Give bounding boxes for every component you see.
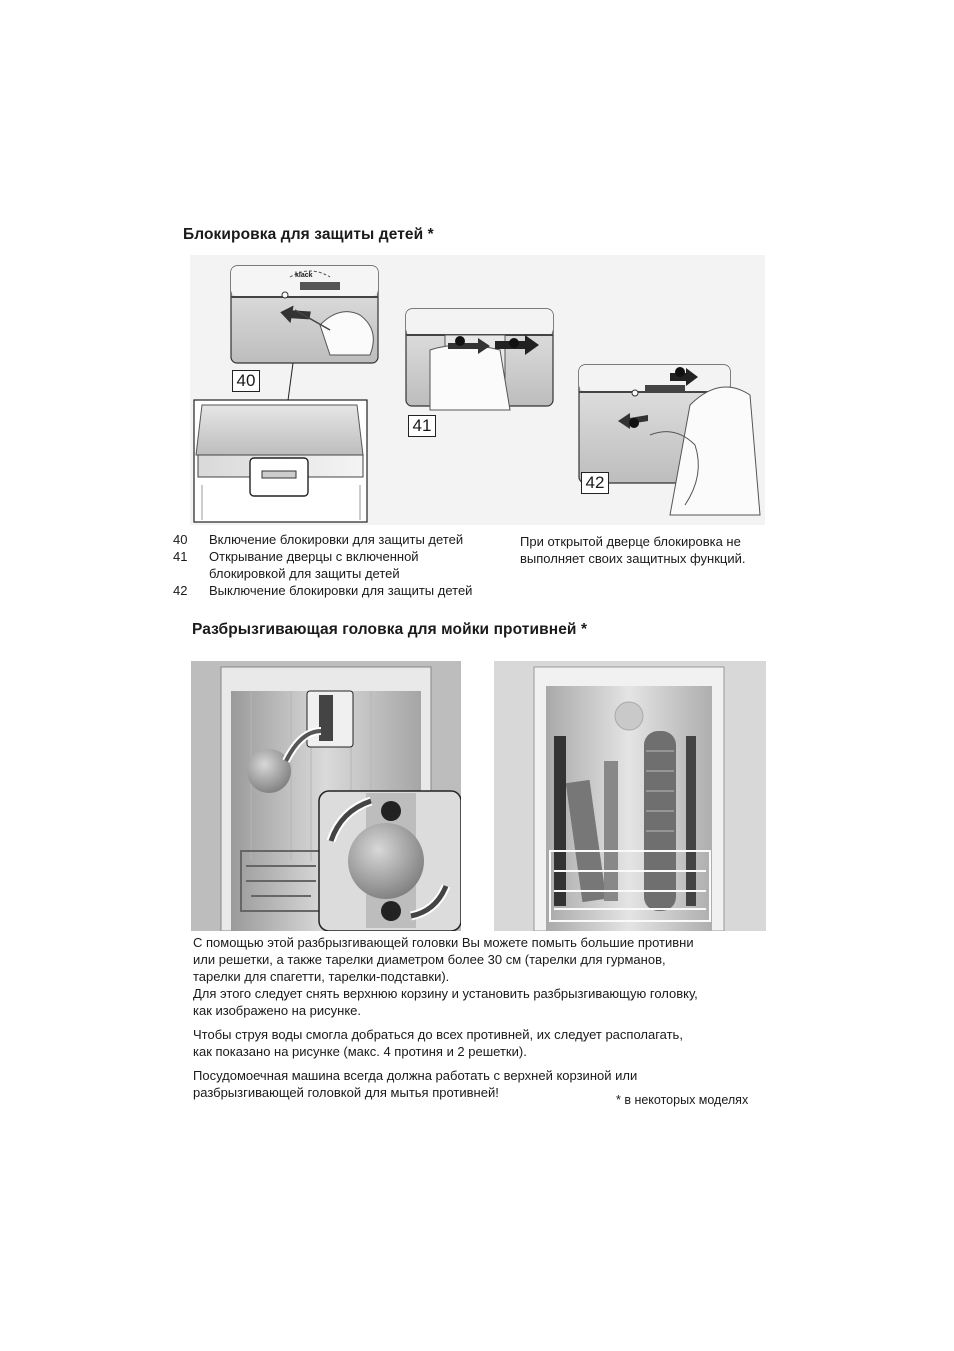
caption-list <box>173 531 513 599</box>
figure-label-41: 41 <box>408 415 436 437</box>
spray-head-description <box>193 934 773 1101</box>
spray-head-install-photo <box>191 661 461 931</box>
caption-text: блокировкой для защиты детей <box>209 566 400 581</box>
note-line: выполняет своих защитных функций. <box>520 551 746 566</box>
spray-head-install-svg <box>191 661 461 931</box>
caption-text: Выключение блокировки для защиты детей <box>209 583 473 598</box>
paragraph-line: как изображено на рисунке. <box>193 1003 362 1018</box>
klack-label: klack <box>295 272 313 279</box>
paragraph-line: или решетки, а также тарелки диаметром более 30 см (тарелки для гурманов, <box>193 952 666 967</box>
child-lock-note <box>520 533 790 567</box>
paragraph-line: тарелки для спагетти, тарелки-подставки). <box>193 969 450 984</box>
paragraph-line: Для этого следует снять верхнюю корзину и установить разбрызгивающую головку, <box>193 986 698 1001</box>
trays-placement-photo <box>494 661 766 931</box>
caption-row <box>173 582 513 599</box>
caption-text: Включение блокировки для защиты детей <box>209 532 464 547</box>
figure-40-detail <box>231 266 378 363</box>
note-line: При открытой дверце блокировка не <box>520 534 741 549</box>
paragraph-line: разбрызгивающей головкой для мытья противней! <box>193 1085 499 1100</box>
figure-label-40: 40 <box>232 370 260 392</box>
caption-number <box>173 565 209 582</box>
paragraph-line: Чтобы струя воды смогла добраться до всех противней, их следует располагать, <box>193 1027 683 1042</box>
child-lock-illustration <box>190 255 765 525</box>
caption-text: Открывание дверцы с включенной <box>209 549 419 564</box>
dishwasher-overview <box>194 400 367 522</box>
section-title-tray-spray-head: Разбрызгивающая головка для мойки противней * <box>192 621 588 638</box>
trays-placement-svg <box>494 661 766 931</box>
caption-number: 40 <box>173 532 188 547</box>
figure-41-detail <box>406 309 553 410</box>
paragraph-line: С помощью этой разбрызгивающей головки Вы можете помыть большие противни <box>193 935 694 950</box>
section-title-child-lock: Блокировка для защиты детей * <box>183 226 434 243</box>
figure-label-42: 42 <box>581 472 609 494</box>
paragraph-line: как показано на рисунке (макс. 4 протиня и 2 решетки). <box>193 1044 527 1059</box>
caption-row <box>173 531 513 548</box>
caption-row <box>173 548 513 565</box>
child-lock-svg <box>190 255 765 525</box>
caption-number: 41 <box>173 549 188 564</box>
caption-number: 42 <box>173 583 188 598</box>
footnote: * в некоторых моделях <box>616 1093 749 1107</box>
paragraph-line: Посудомоечная машина всегда должна работать с верхней корзиной или <box>193 1068 638 1083</box>
caption-row <box>173 565 513 582</box>
